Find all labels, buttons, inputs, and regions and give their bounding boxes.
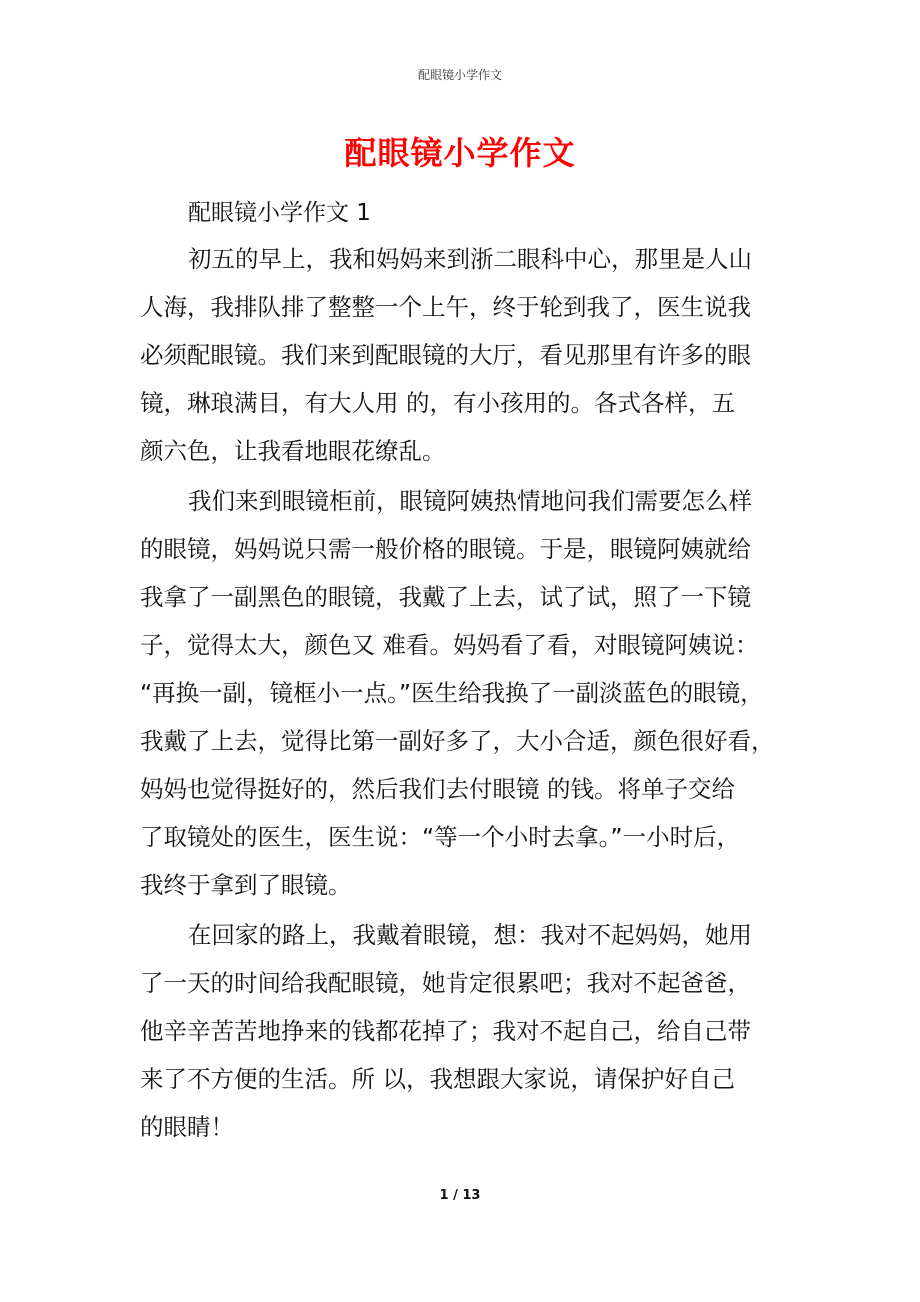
page-indicator: 1 / 13 [439, 1188, 481, 1203]
section-heading: 配眼镜小学作文 1 [188, 200, 371, 226]
text-line: “再换一副，镜框小一点。”医生给我换了一副淡蓝色的眼镜， [140, 679, 764, 707]
text-line: 我戴了上去，觉得比第一副好多了，大小合适，颜色很好看， [140, 727, 775, 755]
text-line: 子，觉得太大，颜色又 难看。妈妈看了看，对眼镜阿姨说： [140, 631, 759, 659]
text-line: 妈妈也觉得挺好的，然后我们去付眼镜 的钱。将单子交给 [140, 775, 735, 803]
text-line: 我们来到眼镜柜前，眼镜阿姨热情地问我们需要怎么样 [188, 487, 752, 515]
paragraph [140, 235, 800, 475]
text-line: 镜，琳琅满目，有大人用 的，有小孩用的。各式各样，五 [140, 389, 735, 417]
paragraph [140, 477, 800, 909]
text-line: 在回家的路上，我戴着眼镜，想：我对不起妈妈，她用 [188, 921, 752, 949]
text-line: 初五的早上，我和妈妈来到浙二眼科中心，那里是人山 [188, 245, 752, 273]
page-header: 配眼镜小学作文 [417, 68, 502, 82]
text-line: 我拿了一副黑色的眼镜，我戴了上去，试了试，照了一下镜 [140, 583, 751, 611]
document-body [140, 235, 800, 1153]
text-line: 人海，我排队排了整整一个上午，终于轮到我了，医生说我 [140, 293, 751, 321]
text-line: 他辛辛苦苦地挣来的钱都花掉了；我对不起自己，给自己带 [140, 1017, 751, 1045]
text-line: 我终于拿到了眼镜。 [140, 871, 352, 899]
text-line: 了一天的时间给我配眼镜，她肯定很累吧；我对不起爸爸， [140, 969, 751, 997]
text-line: 来了不方便的生活。所 以，我想跟大家说，请保护好自己 [140, 1065, 735, 1093]
paragraph [140, 911, 800, 1151]
document-title: 配眼镜小学作文 [344, 134, 576, 172]
paragraph-gap [140, 1151, 800, 1153]
text-line: 必须配眼镜。我们来到配眼镜的大厅，看见那里有许多的眼 [140, 341, 751, 369]
text-line: 颜六色，让我看地眼花缭乱。 [140, 437, 446, 465]
text-line: 了取镜处的医生，医生说：“等一个小时去拿。”一小时后， [140, 823, 741, 851]
text-line: 的眼睛！ [140, 1113, 234, 1141]
text-line: 的眼镜，妈妈说只需一般价格的眼镜。于是，眼镜阿姨就给 [140, 535, 751, 563]
